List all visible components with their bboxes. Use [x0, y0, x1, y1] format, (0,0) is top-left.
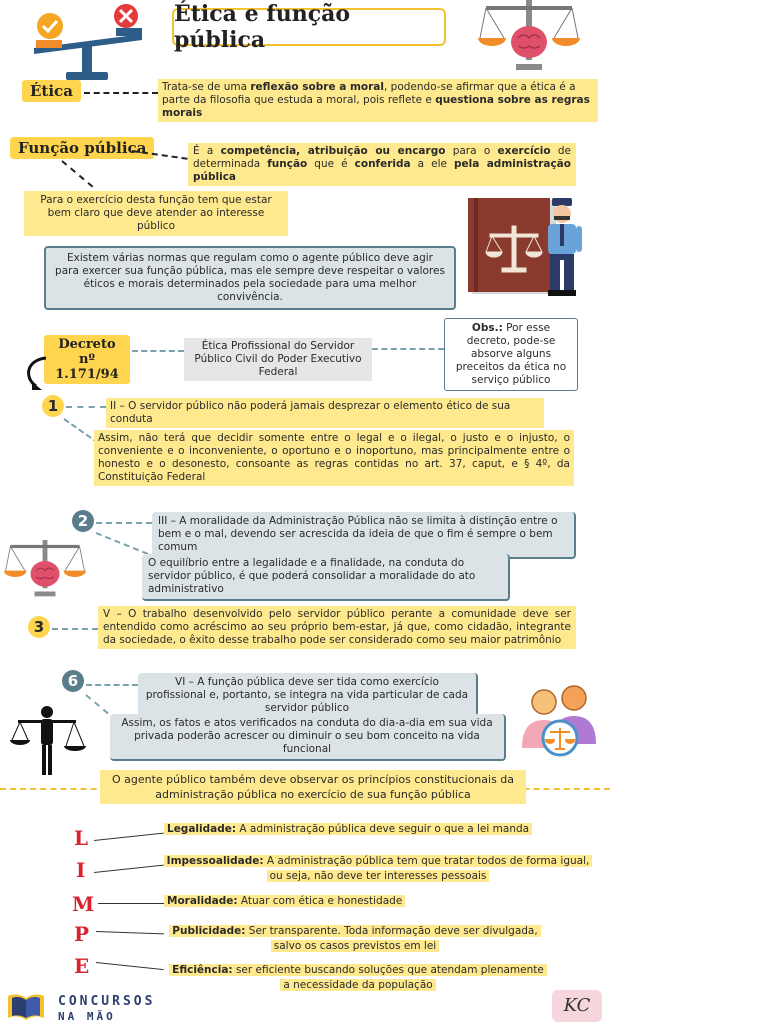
limpe-letter-i: I: [76, 858, 86, 882]
limpe-letter-p: P: [74, 922, 90, 946]
person-holding-scales-icon: [8, 702, 86, 778]
decreto-connector-right: [372, 348, 444, 350]
item-6-detail: Assim, os fatos e atos verificados na conduta do dia-a-dia em sua vida privada poderão acrescer ou diminuir o seu bom conceito na vida funcional: [110, 714, 506, 761]
concursos-logo-icon: [6, 990, 46, 1022]
signature-badge: KC: [552, 990, 602, 1022]
etica-definition: Trata-se de uma reflexão sobre a moral, podendo-se afirmar que a ética é a parte da filosofia que estuda a moral, pois reflete e questiona sobre as regras morais: [158, 79, 598, 122]
item-2-rule: III – A moralidade da Administração Pública não se limita à distinção entre o bem e o mal, devendo ser acrescida da ideia de que o fim é sempre o bem comum: [152, 512, 576, 559]
item-number-3: 3: [28, 616, 50, 638]
item-number-1: 1: [42, 395, 64, 417]
item-3-rule: V – O trabalho desenvolvido pelo servidor público perante a comunidade deve ser entendido como acréscimo ao seu próprio bem-estar, já que, como cidadão, integrante da sociedade, o êxito desse trabalho pode ser considerado como seu maior patrimônio: [98, 606, 576, 649]
item-3-connector: [52, 628, 98, 630]
limpe-row-publicidade: Publicidade: Ser transparente. Toda informação deve ser divulgada, salvo os casos previstos em lei: [160, 924, 550, 954]
item-number-6: 6: [62, 670, 84, 692]
principles-intro: O agente público também deve observar os princípios constitucionais da administração pública no exercício de sua função pública: [100, 770, 526, 804]
decreto-tag: Decreto nº 1.171/94: [44, 335, 130, 384]
funcao-tag: Função pública: [10, 137, 154, 159]
limpe-row-legalidade: Legalidade: A administração pública deve seguir o que a lei manda: [164, 822, 536, 837]
funcao-definition: É a competência, atribuição ou encargo para o exercício de determinada função que é conferida a ele pela administração pública: [188, 143, 576, 186]
limpe-arrow-l: [94, 833, 164, 841]
limpe-arrow-m: [98, 903, 164, 904]
funcao-note: Para o exercício desta função tem que estar bem claro que deve atender ao interesse público: [24, 191, 288, 236]
limpe-arrow-i: [94, 865, 164, 873]
item-1-rule: II – O servidor público não poderá jamais desprezar o elemento ético de sua conduta: [106, 398, 544, 428]
limpe-row-impessoalidade: Impessoalidade: A administração pública tem que tratar todos de forma igual, ou seja, não deve ter interesses pessoais: [160, 854, 596, 884]
limpe-letter-e: E: [74, 954, 90, 978]
brand-name-line2: NA MÃO: [58, 1010, 116, 1023]
people-justice-icon: [518, 680, 602, 758]
brain-balance-small-icon: [4, 536, 86, 602]
brain-balance-icon: [478, 0, 580, 72]
item-6-connector: [86, 684, 138, 686]
item-number-2: 2: [72, 510, 94, 532]
item-6-rule: VI – A função pública deve ser tida como exercício profissional e, portanto, se integra na vida particular de cada servidor público: [138, 673, 478, 720]
brand-name-line1: CONCURSOS: [58, 994, 156, 1009]
item-1-connector: [66, 406, 106, 408]
decreto-connector-left: [132, 350, 184, 352]
decreto-title: Ética Profissional do Servidor Público Civil do Poder Executivo Federal: [184, 338, 372, 381]
limpe-arrow-e: [96, 962, 164, 970]
limpe-letter-l: L: [74, 826, 89, 850]
limpe-arrow-p: [96, 931, 164, 934]
item-2-detail-connector: [96, 532, 149, 555]
limpe-row-moralidade: Moralidade: Atuar com ética e honestidade: [164, 894, 464, 909]
limpe-letter-m: M: [72, 892, 95, 916]
item-1-detail: Assim, não terá que decidir somente entre o legal e o ilegal, o justo e o injusto, o conveniente e o inconveniente, o oportuno e o inoportuno, mas principalmente entre o honesto e o desonesto, consoante as regras contidas no art. 37, caput, e § 4º, da Constituição Federal: [94, 430, 574, 486]
norms-box: Existem várias normas que regulam como o agente público deve agir para exercer sua função pública, mas ele sempre deve respeitar o valores éticos e morais determinados pela sociedade para uma melhor convivência.: [44, 246, 456, 310]
limpe-row-eficiencia: Eficiência: ser eficiente buscando soluções que atendam plenamente a necessidade da população: [160, 963, 556, 993]
funcao-note-connector: [61, 160, 93, 187]
curved-arrow-icon: [22, 356, 52, 392]
page-title: Ética e função pública: [172, 8, 446, 46]
police-officer-icon: [540, 196, 584, 298]
item-2-connector: [96, 522, 152, 524]
balance-approve-reject-icon: [30, 4, 148, 82]
etica-tag: Ética: [22, 80, 81, 102]
obs-box: Obs.: Por esse decreto, pode-se absorve alguns preceitos da ética no serviço público: [444, 318, 578, 391]
item-2-detail: O equilíbrio entre a legalidade e a finalidade, na conduta do servidor público, é que poderá consolidar a moralidade do ato administrativo: [142, 554, 510, 601]
etica-connector: [84, 92, 158, 94]
